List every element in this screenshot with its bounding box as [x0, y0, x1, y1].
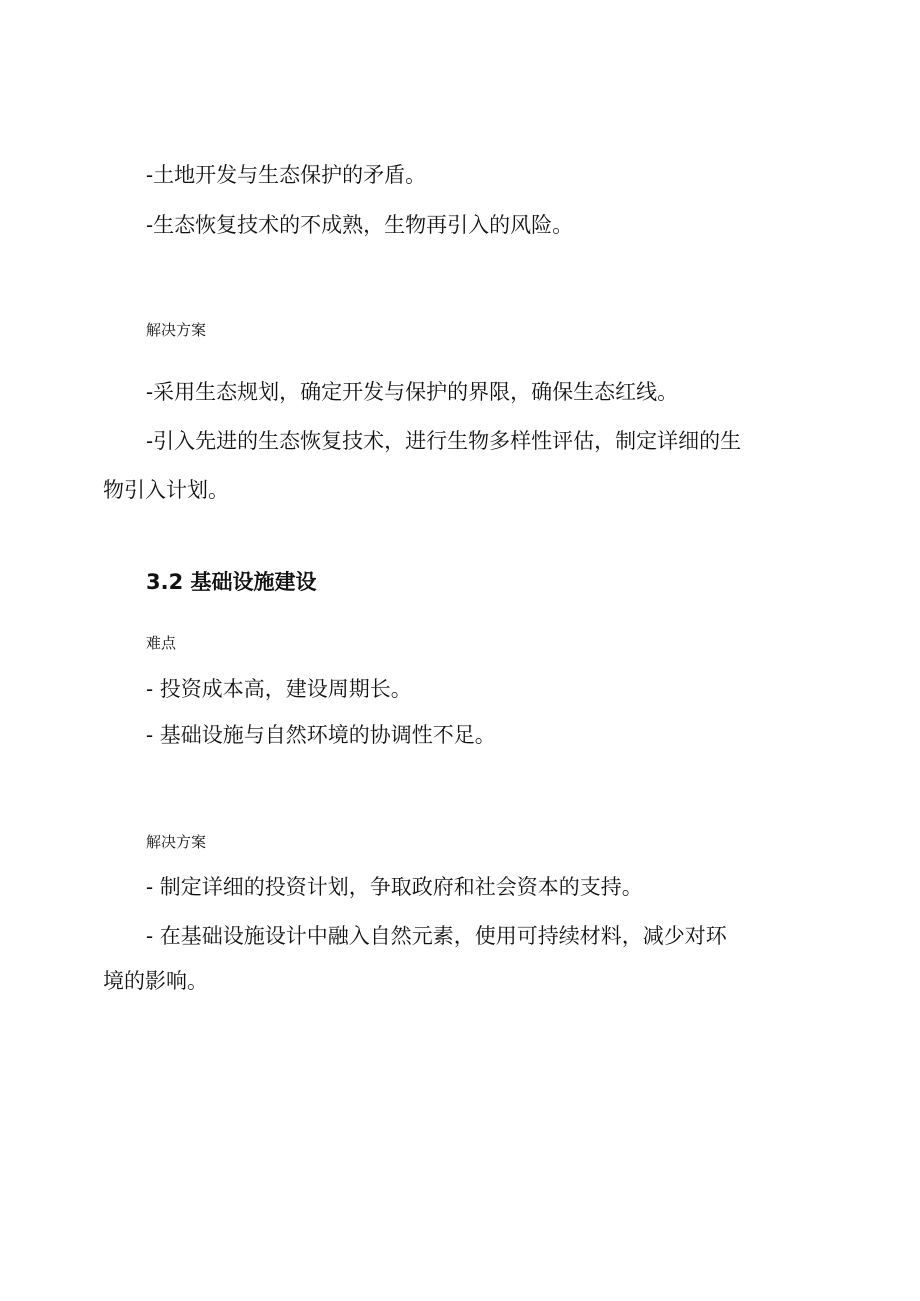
solution-item: - 制定详细的投资计划，争取政府和社会资本的支持。 — [146, 875, 643, 899]
solution-item-continuation: 境的影响。 — [103, 969, 208, 993]
difficulty-item: - 投资成本高，建设周期长。 — [146, 677, 412, 701]
difficulty-item: - 基础设施与自然环境的协调性不足。 — [146, 723, 496, 747]
solution-label: 解决方案 — [146, 833, 207, 851]
section-heading: 3.2 基础设施建设 — [146, 570, 317, 594]
solution-item-continuation: 物引入计划。 — [103, 478, 229, 502]
solution-item: -采用生态规划，确定开发与保护的界限，确保生态红线。 — [146, 380, 679, 404]
difficulty-item: -土地开发与生态保护的矛盾。 — [146, 163, 427, 187]
solution-item: - 在基础设施设计中融入自然元素，使用可持续材料，减少对环 — [146, 924, 727, 948]
solution-item: -引入先进的生态恢复技术，进行生物多样性评估，制定详细的生 — [146, 429, 742, 453]
difficulty-item: -生态恢复技术的不成熟，生物再引入的风险。 — [146, 213, 574, 237]
solution-label: 解决方案 — [146, 321, 207, 339]
difficulty-label: 难点 — [146, 634, 177, 652]
